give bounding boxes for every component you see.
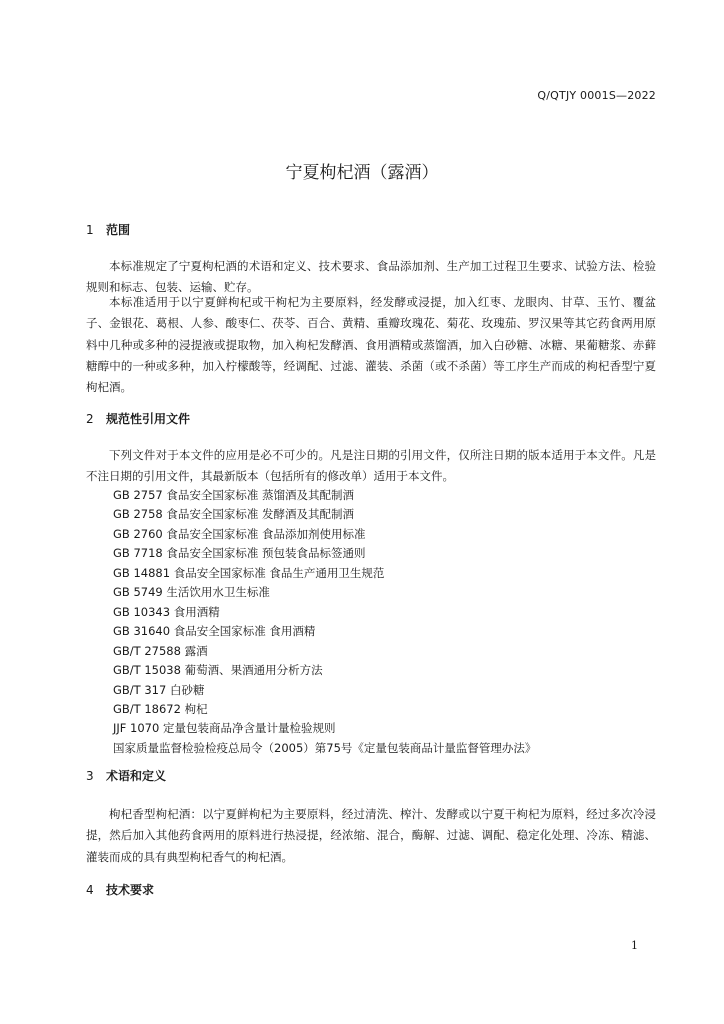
reference-list bbox=[113, 486, 536, 758]
reference-item: GB/T 18672 枸杞 bbox=[113, 701, 208, 716]
reference-item: GB 2757 食品安全国家标准 蒸馏酒及其配制酒 bbox=[113, 488, 355, 502]
page-number: 1 bbox=[631, 939, 638, 952]
section-number: 4 bbox=[86, 883, 94, 897]
reference-item: GB 10343 食用酒精 bbox=[113, 604, 220, 619]
definition-paragraph: 枸杞香型枸杞酒：以宁夏鲜枸杞为主要原料，经过清洗、榨汁、发酵或以宁夏干枸杞为原料，经过多次冷浸提，然后加入其他药食两用的原料进行热浸提，经浓缩、混合，酶解、过滤、调配、稳定化处理、冷冻、精滤、灌装而成的具有典型枸杞香气的枸杞酒。 bbox=[86, 807, 656, 864]
section-heading-terms-definitions bbox=[86, 767, 166, 784]
reference-item: GB 31640 食品安全国家标准 食用酒精 bbox=[113, 624, 316, 639]
scope-paragraph-1: 本标准规定了宁夏枸杞酒的术语和定义、技术要求、食品添加剂、生产加工过程卫生要求、试验方法、检验规则和标志、包装、运输、贮存。 bbox=[86, 259, 656, 295]
reference-item: GB/T 15038 葡萄酒、果酒通用分析方法 bbox=[113, 663, 323, 678]
scope-paragraph-2: 本标准适用于以宁夏鲜枸杞或干枸杞为主要原料，经发酵或浸提，加入红枣、龙眼肉、甘草、玉竹、覆盆子、金银花、葛根、人参、酸枣仁、茯苓、百合、黄精、重瓣玫瑰花、菊花、玫瑰茄、罗汉果等其它药食两用原料中几种或多种的浸提液或提取物，加入枸杞发酵酒、食用酒精或蒸馏酒，加入白砂糖、冰糖、果葡糖浆、赤藓糖醇中的一种或多种，加入柠檬酸等，经调配、过滤、灌装、杀菌（或不杀菌）等工序生产而成的枸杞香型宁夏枸杞酒。 bbox=[86, 295, 656, 395]
reference-item: GB/T 27588 露酒 bbox=[113, 643, 208, 658]
section-heading-scope bbox=[86, 221, 130, 238]
reference-item: 国家质量监督检验检疫总局令（2005）第75号《定量包装商品计量监督管理办法》 bbox=[113, 740, 537, 755]
document-title: 宁夏枸杞酒（露酒） bbox=[285, 163, 439, 183]
standard-code: Q/QTJY 0001S—2022 bbox=[537, 89, 656, 102]
references-intro-paragraph: 下列文件对于本文件的应用是必不可少的。凡是注日期的引用文件，仅所注日期的版本适用于本文件。凡是不注日期的引用文件，其最新版本（包括所有的修改单）适用于本文件。 bbox=[86, 448, 656, 484]
section-title: 规范性引用文件 bbox=[106, 412, 191, 426]
section-title: 范围 bbox=[106, 223, 131, 237]
reference-item: GB 7718 食品安全国家标准 预包装食品标签通则 bbox=[113, 546, 366, 561]
section-number: 3 bbox=[86, 769, 94, 783]
reference-item: GB 2760 食品安全国家标准 食品添加剂使用标准 bbox=[113, 526, 366, 541]
section-number: 1 bbox=[86, 223, 94, 237]
section-title: 术语和定义 bbox=[106, 769, 167, 783]
section-title: 技术要求 bbox=[106, 883, 155, 897]
section-heading-normative-references bbox=[86, 410, 190, 427]
reference-item: GB 5749 生活饮用水卫生标准 bbox=[113, 585, 270, 600]
reference-item: GB 2758 食品安全国家标准 发酵酒及其配制酒 bbox=[113, 507, 355, 522]
reference-item: GB 14881 食品安全国家标准 食品生产通用卫生规范 bbox=[113, 565, 385, 580]
section-number: 2 bbox=[86, 412, 94, 426]
reference-item: GB/T 317 白砂糖 bbox=[113, 682, 205, 697]
section-heading-technical-requirements bbox=[86, 881, 154, 898]
reference-item: JJF 1070 定量包装商品净含量计量检验规则 bbox=[113, 721, 336, 736]
